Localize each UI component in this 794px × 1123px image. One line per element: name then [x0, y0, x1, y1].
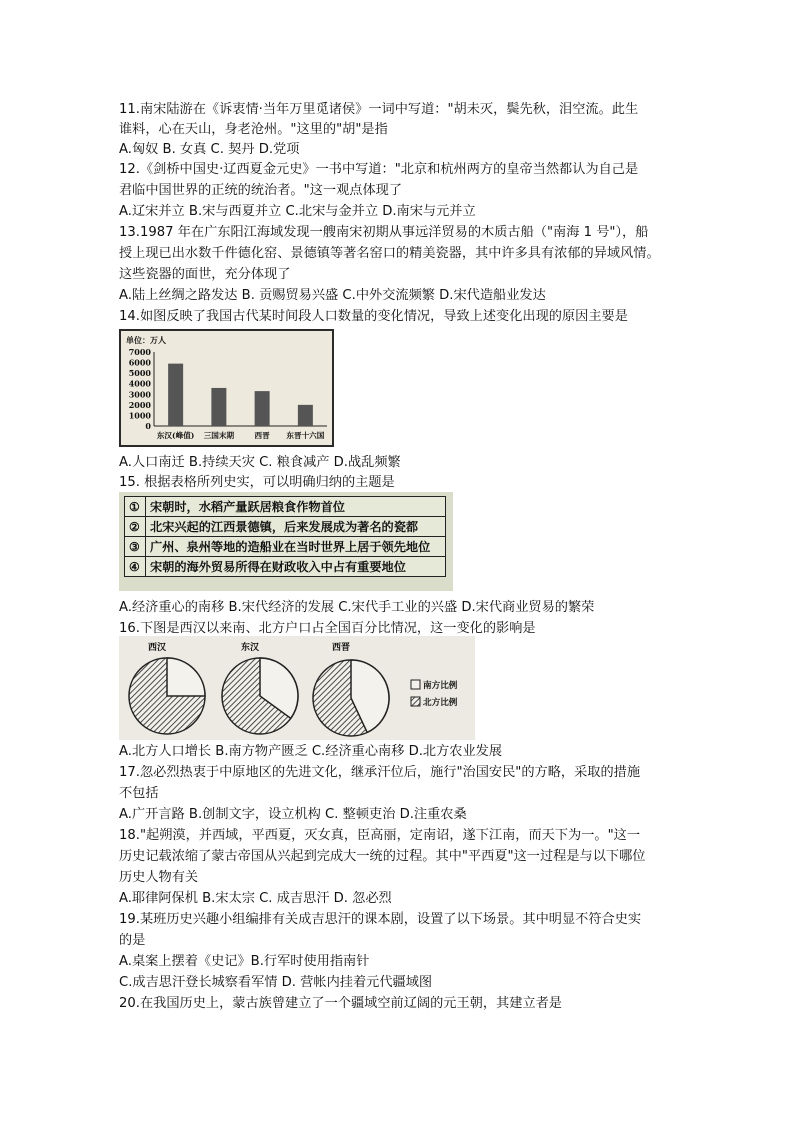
- bar: [211, 388, 226, 426]
- q12-stem-line-1: 12.《剑桥中国史·辽西夏金元史》一书中写道："北京和杭州两方的皇帝当然都认为自己是: [119, 162, 639, 177]
- table-row: [125, 497, 446, 517]
- x-tick-label: 三国末期: [203, 431, 235, 440]
- song-economy-table: [119, 492, 453, 591]
- row-text: 宋朝的海外贸易所得在财政收入中占有重要地位: [146, 557, 446, 577]
- q18-stem-line-2: 历史记载浓缩了蒙古帝国从兴起到完成大一统的过程。其中"平西夏"这一过程是与以下哪位: [119, 849, 646, 864]
- q19-options-2: C.成吉思汗登长城察看军情 D. 营帐内挂着元代疆域图: [119, 975, 433, 990]
- q12-stem-line-2: 君临中国世界的正统的统治者。"这一观点体现了: [119, 183, 403, 198]
- table-row: [125, 517, 446, 537]
- row-text: 广州、泉州等地的造船业在当时世界上居于领先地位: [146, 537, 446, 557]
- pie-title: 西晋: [331, 643, 351, 653]
- table-row: [125, 537, 446, 557]
- q14-stem: 14.如图反映了我国古代某时间段人口数量的变化情况，导致上述变化出现的原因主要是: [119, 309, 628, 324]
- facts-table: [124, 496, 446, 577]
- q19-options-1: A.桌案上摆着《史记》B.行军时使用指南针: [119, 954, 370, 969]
- bar: [255, 391, 270, 426]
- q15-options: A.经济重心的南移 B.宋代经济的发展 C.宋代手工业的兴盛 D.宋代商业贸易的繁荣: [119, 600, 595, 615]
- pie-south-slice: [167, 658, 205, 696]
- y-tick-label: 1000: [128, 410, 151, 421]
- q14-options: A.人口南迁 B.持续天灾 C. 粮食减产 D.战乱频繁: [119, 455, 401, 470]
- q12-options: A.辽宋并立 B.宋与西夏并立 C.北宋与金并立 D.南宋与元并立: [119, 204, 476, 219]
- pie-chart-svg: [119, 636, 475, 740]
- y-tick-label: 0: [145, 421, 151, 431]
- q13-stem-line-3: 这些瓷器的面世，充分体现了: [119, 267, 291, 282]
- q20-stem: 20.在我国历史上，蒙古族曾建立了一个疆域空前辽阔的元王朝，其建立者是: [119, 996, 562, 1011]
- row-text: 宋朝时，水稻产量跃居粮食作物首位: [146, 497, 446, 517]
- row-text: 北宋兴起的江西景德镇，后来发展成为著名的瓷都: [146, 517, 446, 537]
- q15-stem: 15. 根据表格所列史实，可以明确归纳的主题是: [119, 475, 395, 490]
- row-number: ②: [125, 517, 146, 537]
- q17-stem-line-2: 不包括: [119, 786, 159, 801]
- q17-options: A.广开言路 B.创制文字，设立机构 C. 整顿吏治 D.注重农桑: [119, 807, 467, 822]
- row-number: ①: [125, 497, 146, 517]
- y-tick-label: 3000: [128, 389, 151, 400]
- population-bar-chart: [119, 329, 334, 447]
- row-number: ③: [125, 537, 146, 557]
- q18-options: A.耶律阿保机 B.宋太宗 C. 成吉思汗 D. 忽必烈: [119, 891, 392, 906]
- q17-stem-line-1: 17.忽必烈热衷于中原地区的先进文化，继承汗位后，施行"治国安民"的方略，采取的措施: [119, 765, 641, 780]
- q18-stem-line-1: 18."起朔漠，并西域，平西夏，灭女真，臣高丽，定南诏，遂下江南，而天下为一。"这一: [119, 828, 641, 843]
- q13-stem-line-2: 授上现已出水数千件德化窑、景德镇等著名窑口的精美瓷器，其中许多具有浓郁的异域风情。: [119, 246, 660, 261]
- x-tick-label: 西晋: [254, 431, 270, 440]
- y-tick-label: 7000: [128, 347, 151, 357]
- unit-label: 单位：万人: [126, 335, 166, 345]
- y-tick-label: 2000: [128, 399, 151, 410]
- x-tick-label: 东晋十六国: [286, 431, 325, 440]
- bar: [298, 405, 313, 426]
- pie-title: 东汉: [240, 643, 260, 653]
- table-row: [125, 557, 446, 577]
- q11-stem-line-1: 11.南宋陆游在《诉衷情·当年万里觅诸侯》一词中写道："胡未灭，鬓先秋，泪空流。此生: [119, 102, 639, 117]
- bar: [168, 364, 183, 426]
- population-pie-charts: [119, 636, 475, 740]
- y-tick-label: 5000: [128, 368, 151, 379]
- q11-options: A.匈奴 B. 女真 C. 契丹 D.党项: [119, 142, 300, 157]
- q16-options: A.北方人口增长 B.南方物产匮乏 C.经济重心南移 D.北方农业发展: [119, 744, 503, 759]
- bar-chart-svg: [121, 331, 332, 445]
- legend-label: 南方比例: [423, 681, 458, 691]
- legend-swatch: [411, 697, 420, 706]
- legend-swatch: [411, 680, 420, 689]
- q16-stem: 16.下图是西汉以来南、北方户口占全国百分比情况，这一变化的影响是: [119, 621, 536, 636]
- q19-stem-line-1: 19.某班历史兴趣小组编排有关成吉思汗的课本剧，设置了以下场景。其中明显不符合史实: [119, 912, 642, 927]
- pie-title: 西汉: [147, 643, 167, 653]
- y-tick-label: 6000: [128, 357, 151, 368]
- y-tick-label: 4000: [128, 378, 151, 389]
- q13-stem-line-1: 13.1987 年在广东阳江海域发现一艘南宋初期从事远洋贸易的木质古船（"南海 1 号"），船: [119, 225, 649, 240]
- x-tick-label: 东汉(峰值): [156, 431, 195, 440]
- q13-options: A.陆上丝绸之路发达 B. 贡赐贸易兴盛 C.中外交流频繁 D.宋代造船业发达: [119, 288, 546, 303]
- row-number: ④: [125, 557, 146, 577]
- q18-stem-line-3: 历史人物有关: [119, 870, 199, 885]
- q11-stem-line-2: 谁料，心在天山，身老沧州。"这里的"胡"是指: [119, 122, 388, 137]
- q19-stem-line-2: 的是: [119, 933, 146, 948]
- legend-label: 北方比例: [423, 698, 458, 708]
